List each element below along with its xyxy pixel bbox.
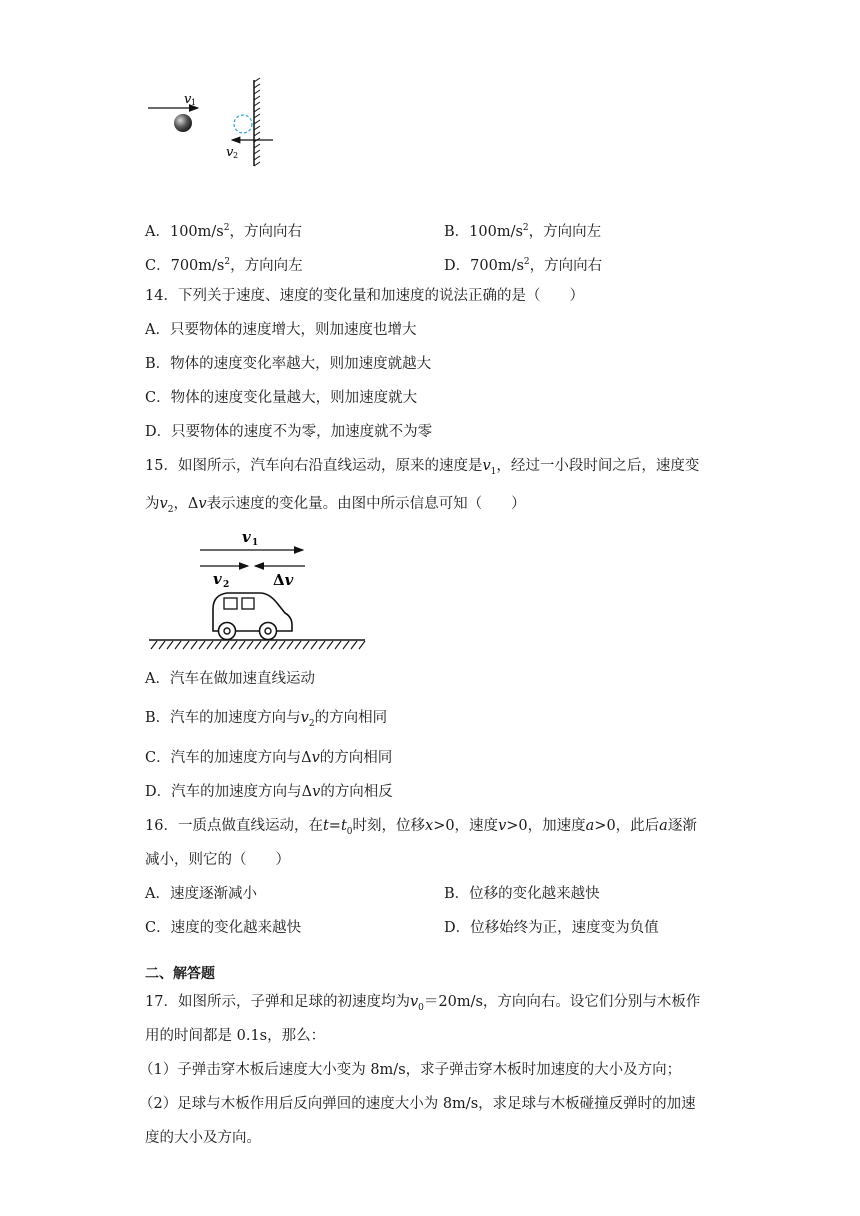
- car-figure: [145, 525, 370, 655]
- q16-option-d: D．位移始终为正，速度变为负值: [444, 920, 659, 936]
- q16-stem-line2: 减小，则它的（ ）: [145, 852, 290, 868]
- car-v1-label: v: [242, 528, 251, 546]
- q15-stem-line2: 为$v_2$，Δv表示速度的变化量。由图中所示信息可知（ ）: [145, 496, 526, 515]
- q17-part1: （1）子弹击穿木板后速度大小变为 8m/s，求子弹击穿木板时加速度的大小及方向；: [139, 1062, 682, 1078]
- ball-wall-figure: [140, 70, 290, 170]
- car-wheel-rear: [219, 623, 236, 640]
- q17-part2-line2: 度的大小及方向。: [145, 1130, 261, 1146]
- q16-option-a: A．速度逐渐减小: [145, 886, 257, 902]
- q17-stem-line2: 用的时间都是 0.1s，那么：: [145, 1028, 326, 1044]
- q15-option-a: A．汽车在做加速直线运动: [145, 671, 315, 687]
- q13-option-b: B．$100m/s^2$，方向向左: [444, 223, 602, 240]
- q15-stem-line1: 15．如图所示，汽车向右沿直线运动，原来的速度是$v_1$，经过一小段时间之后，速度变: [145, 458, 700, 477]
- svg-text:1: 1: [252, 538, 259, 548]
- q14-option-a: A．只要物体的速度增大，则加速度也增大: [145, 322, 417, 338]
- q15-option-d: D．汽车的加速度方向与Δv的方向相反: [145, 784, 393, 800]
- q14-option-c: C．物体的速度变化量越大，则加速度就大: [145, 390, 418, 406]
- ball: [174, 114, 192, 132]
- q14-option-b: B．物体的速度变化率越大，则加速度就越大: [145, 356, 432, 372]
- car-v2-label: v: [213, 570, 222, 588]
- ball-at-wall: [234, 115, 252, 133]
- svg-text:2: 2: [233, 151, 239, 160]
- q14-stem: 14．下列关于速度、速度的变化量和加速度的说法正确的是（ ）: [145, 288, 584, 304]
- svg-text:2: 2: [223, 580, 230, 590]
- car-wheel-front: [260, 623, 277, 640]
- q15-option-b: B．汽车的加速度方向与$v_2$的方向相同: [145, 710, 388, 729]
- svg-text:1: 1: [191, 98, 197, 107]
- q16-stem-line1: 16．一质点做直线运动，在$t=t_0$时刻，位移x>0，速度v>0，加速度a>0，此后a逐渐: [145, 818, 697, 837]
- q13-option-d: D．$700m/s^2$，方向向右: [444, 257, 603, 274]
- v1-label: v: [184, 92, 192, 107]
- section-title: 二、解答题: [145, 966, 215, 982]
- q13-option-a: A．$100m/s^2$，方向向右: [145, 223, 302, 240]
- q16-option-b: B．位移的变化越来越快: [444, 886, 600, 902]
- q16-option-c: C．速度的变化越来越快: [145, 920, 302, 936]
- car-dv-label: Δv: [273, 571, 294, 589]
- q15-option-c: C．汽车的加速度方向与Δv的方向相同: [145, 750, 393, 766]
- q14-option-d: D．只要物体的速度不为零，加速度就不为零: [145, 424, 433, 440]
- v2-label: v: [226, 145, 234, 160]
- q17-stem-line1: 17．如图所示，子弹和足球的初速度均为$v_0=20m/s$，方向向右。设它们分别与木板作: [145, 994, 701, 1013]
- q13-option-c: C．$700m/s^2$，方向向左: [145, 257, 303, 274]
- q17-part2-line1: （2）足球与木板作用后反向弹回的速度大小为 8m/s，求足球与木板碰撞反弹时的加速: [139, 1096, 696, 1112]
